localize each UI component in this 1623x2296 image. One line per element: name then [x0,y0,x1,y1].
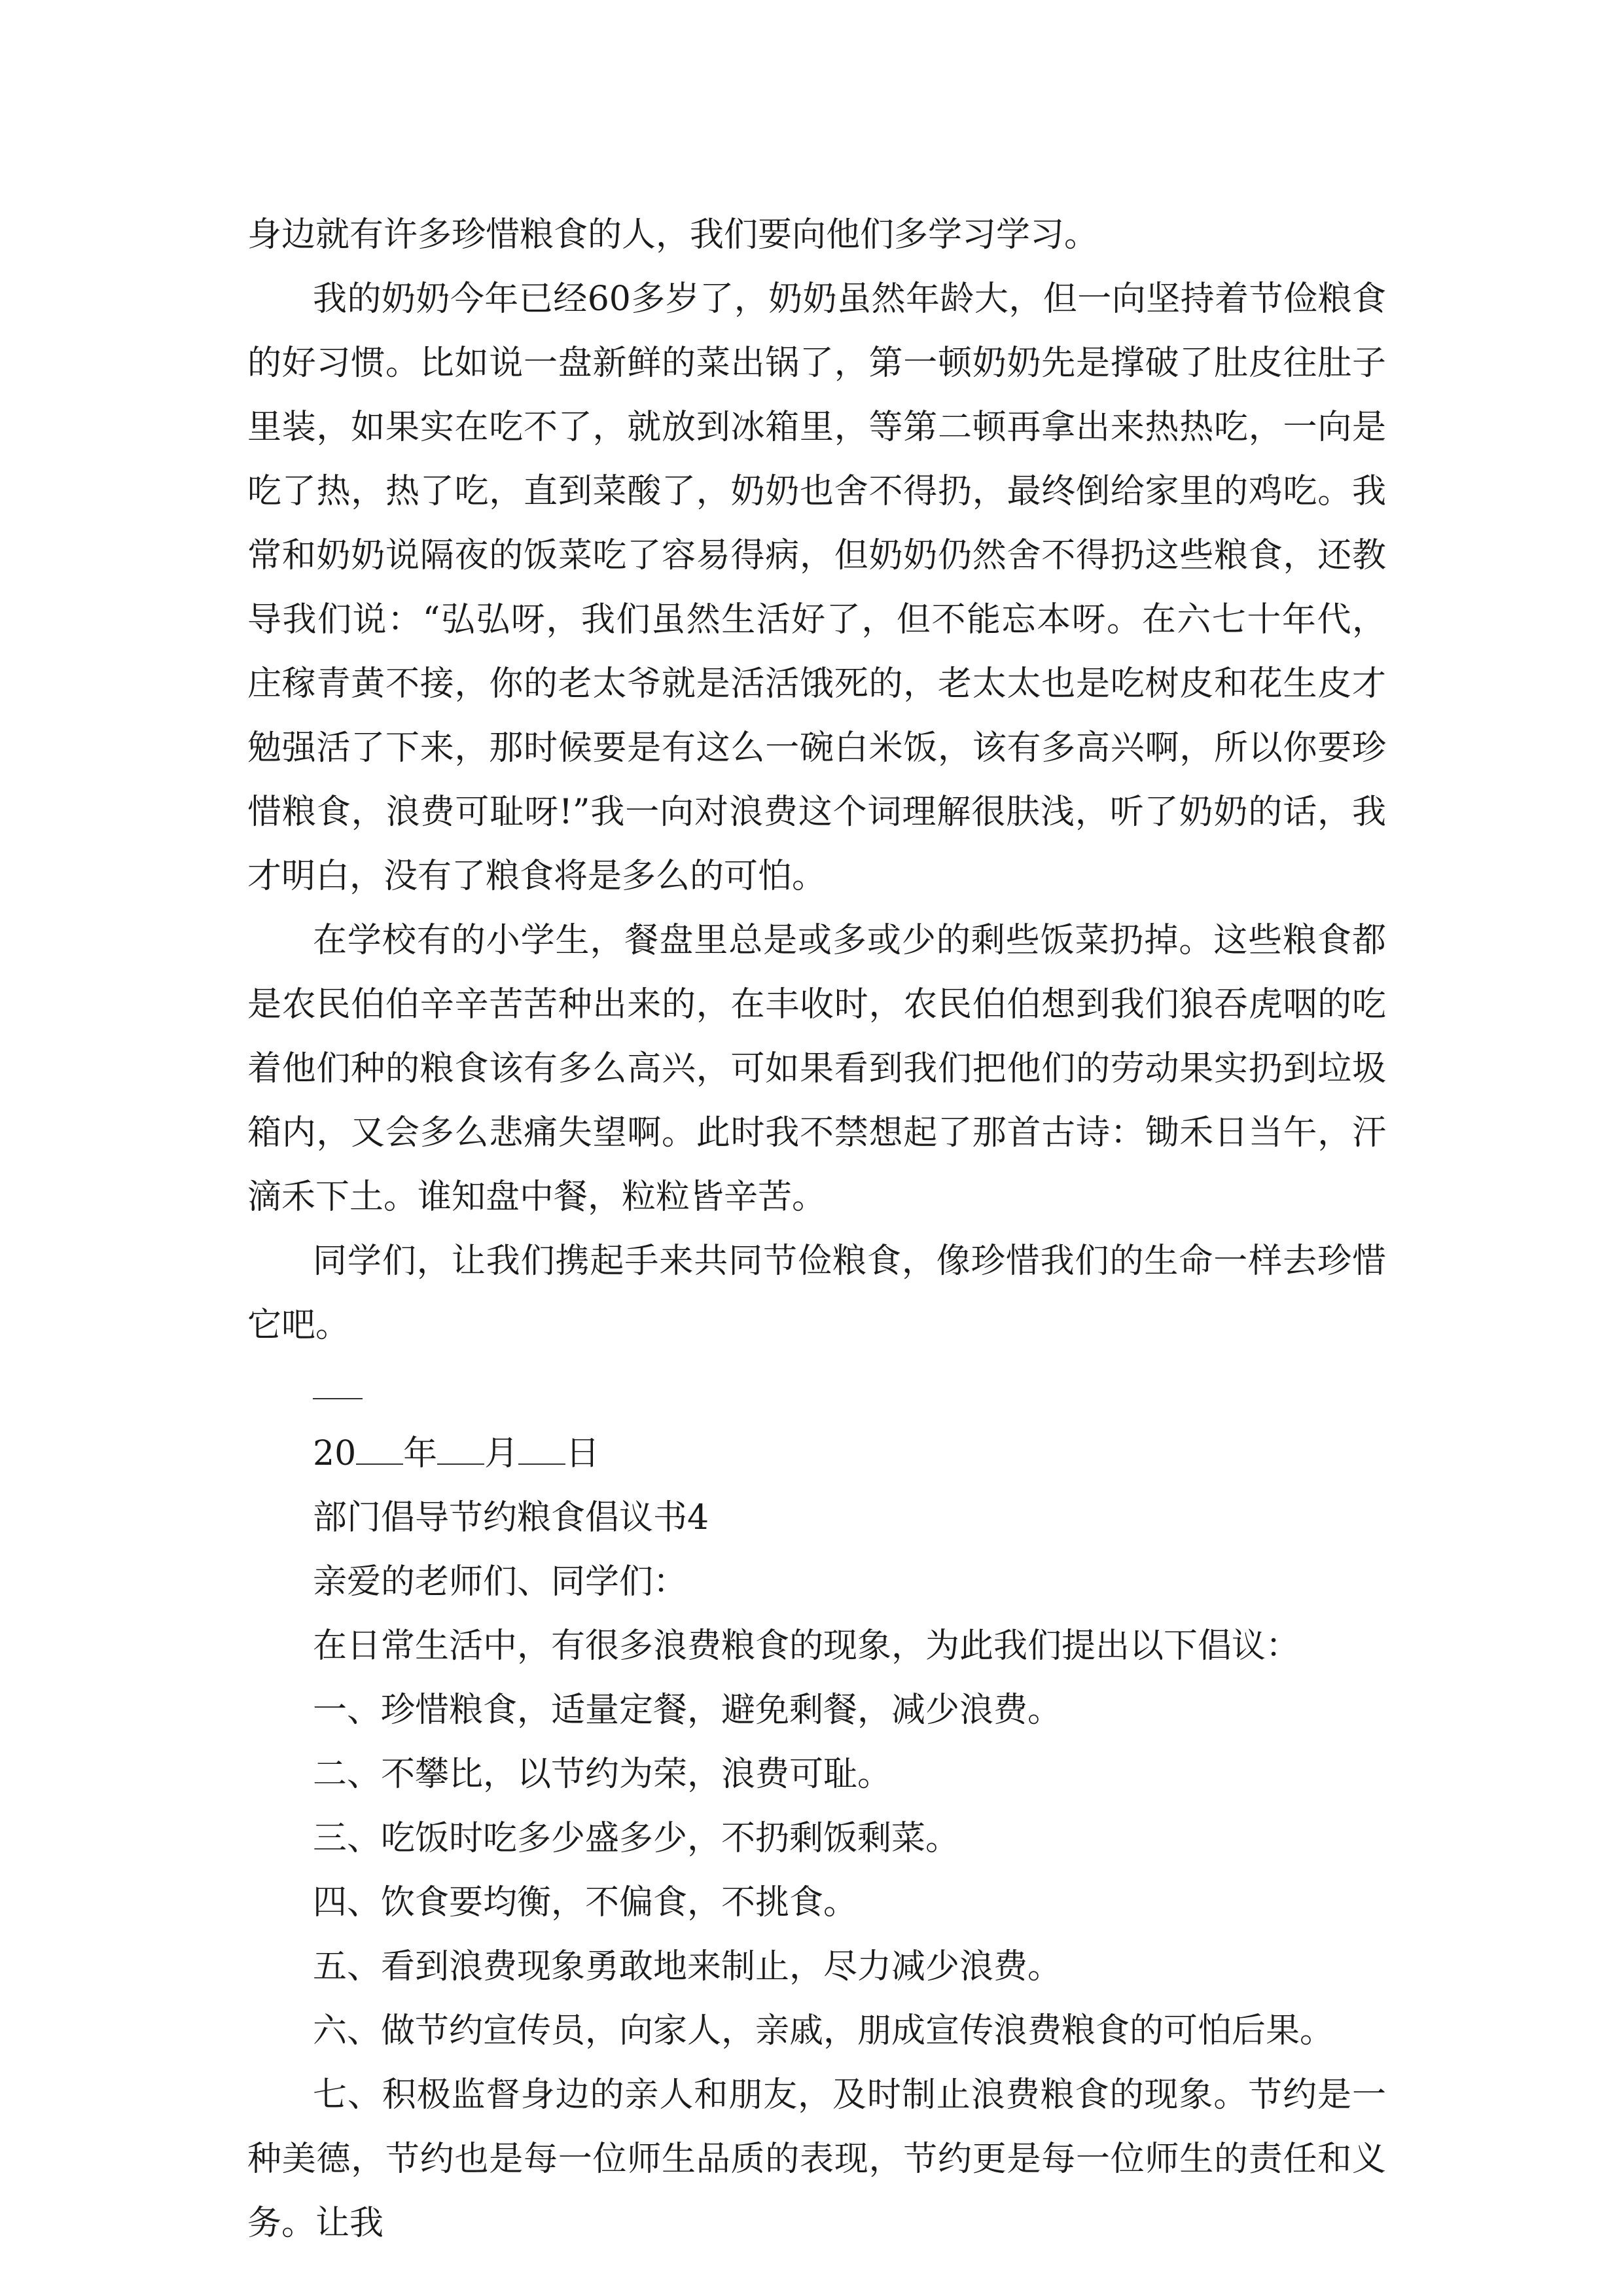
list-item: 五、看到浪费现象勇敢地来制止，尽力减少浪费。 [313,1947,1062,1986]
paragraph-grandma: 我的奶奶今年已经60多岁了，奶奶虽然年龄大，但一向坚持着节俭粮食的好习惯。比如说一盘新鲜的菜出锅了，第一顿奶奶先是撑破了肚皮往肚子里装，如果实在吃不了，就放到冰箱里，等第二顿再拿出来热热吃，一向是吃了热，热了吃，直到菜酸了，奶奶也舍不得扔，最终倒给家里的鸡吃。我常和奶奶说隔夜的饭菜吃了容易得病，但奶奶仍然舍不得扔这些粮食，还教导我们说：“弘弘呀，我们虽然生活好了，但不能忘本呀。在六七十年代，庄稼青黄不接，你的老太爷就是活活饿死的，老太太也是吃树皮和花生皮才勉强活了下来，那时候要是有这么一碗白米饭，该有多高兴啊，所以你要珍惜粮食，浪费可耻呀!”我一向对浪费这个词理解很肤浅，听了奶奶的话，我才明白，没有了粮食将是多么的可怕。 [247,279,1386,896]
signature-blank [313,1398,363,1399]
date-day-label: 日 [565,1434,600,1473]
date-year-label: 年 [403,1434,438,1473]
date-day-blank [518,1437,565,1465]
list-item: 二、不攀比，以节约为荣，浪费可耻。 [313,1755,892,1794]
paragraph-continuation: 身边就有许多珍惜粮食的人，我们要向他们多学习学习。 [247,215,1099,255]
date-month-blank [437,1437,484,1465]
list-item: 一、珍惜粮食，适量定餐，避免剩餐，减少浪费。 [313,1691,1062,1730]
list-item-last: 七、积极监督身边的亲人和朋友，及时制止浪费粮食的现象。节约是一种美德，节约也是每一位师生品质的表现，节约更是每一位师生的责任和义务。让我 [247,2075,1386,2243]
date-line [247,1422,1386,1486]
paragraph-school: 在学校有的小学生，餐盘里总是或多或少的剩些饭菜扔掉。这些粮食都是农民伯伯辛辛苦苦种出来的，在丰收时，农民伯伯想到我们狼吞虎咽的吃着他们种的粮食该有多么高兴，可如果看到我们把他们的劳动果实扔到垃圾箱内，又会多么悲痛失望啊。此时我不禁想起了那首古诗：锄禾日当午，汗滴禾下土。谁知盘中餐，粒粒皆辛苦。 [247,921,1386,1217]
list-item: 三、吃饭时吃多少盛多少，不扔剩饭剩菜。 [313,1819,960,1858]
signature-line [247,1357,1386,1422]
list-item: 六、做节约宣传员，向家人，亲戚，朋成宣传浪费粮食的可怕后果。 [313,2011,1334,2051]
date-year-blank [356,1437,403,1465]
paragraph-call-to-action: 同学们，让我们携起手来共同节俭粮食，像珍惜我们的生命一样去珍惜它吧。 [247,1242,1386,1345]
section-title: 部门倡导节约粮食倡议书4 [313,1498,709,1537]
document-body [247,203,1386,2255]
date-year-prefix: 20 [313,1434,357,1473]
intro: 在日常生活中，有很多浪费粮食的现象，为此我们提出以下倡议： [313,1626,1300,1666]
list-item: 四、饮食要均衡，不偏食，不挑食。 [313,1883,858,1922]
date-month-label: 月 [484,1434,519,1473]
greeting: 亲爱的老师们、同学们： [313,1562,688,1602]
